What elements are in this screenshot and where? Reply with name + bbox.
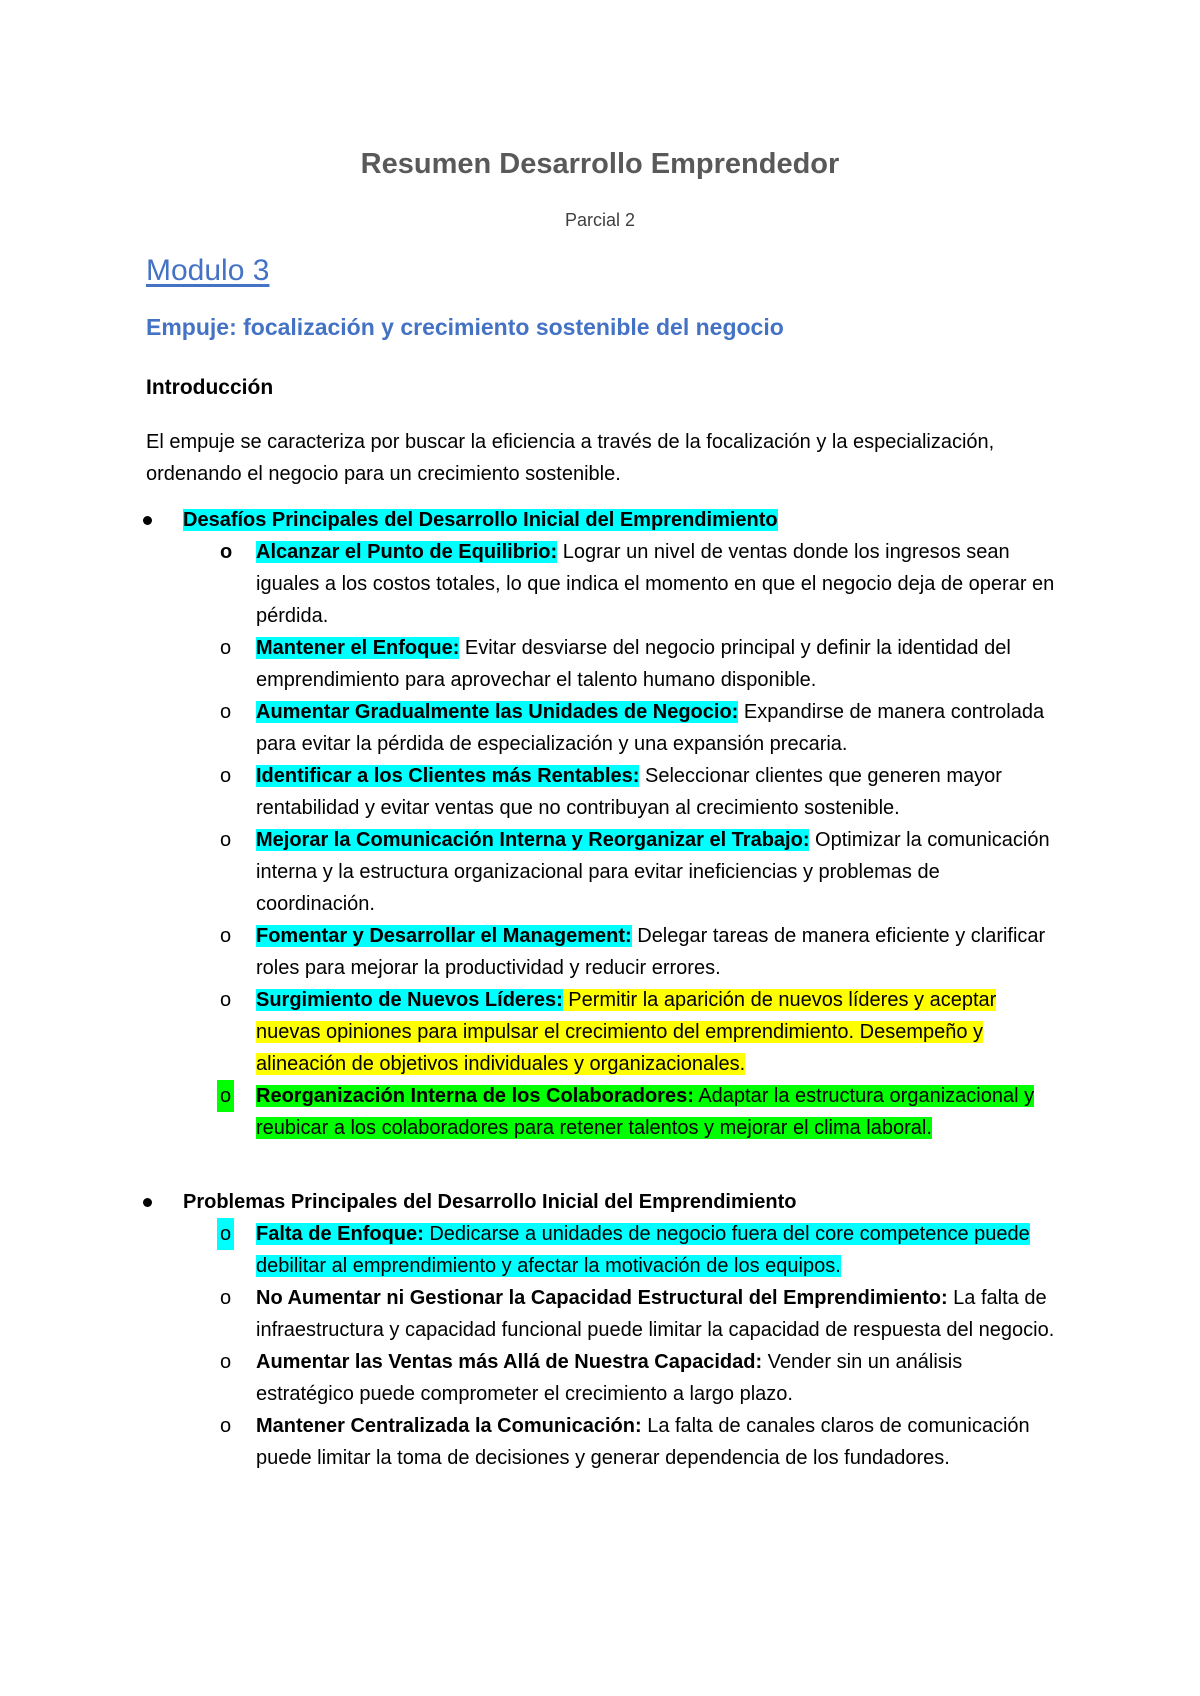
item-term: Reorganización Interna de los Colaboradores: [256, 1085, 694, 1107]
intro-paragraph: El empuje se caracteriza por buscar la eficiencia a través de la focalización y la especialización, ordenando el negocio para un crecimiento sostenible. [146, 431, 995, 485]
item-description: Seleccionar clientes que generen mayor rentabilidad y evitar ventas que no contribuyan al crecimiento sostenible. [256, 765, 1002, 819]
circle-bullet-icon: o [220, 829, 232, 851]
circle-bullet-icon: o [220, 1351, 232, 1373]
list-item [220, 1410, 1064, 1474]
list-item [220, 1218, 1064, 1282]
item-term: Aumentar las Ventas más Allá de Nuestra Capacidad: [256, 1351, 763, 1373]
item-description: Optimizar la comunicación interna y la estructura organizacional para evitar ineficiencias y problemas de coordinación. [256, 829, 1050, 915]
circle-bullet-icon: o [220, 1287, 232, 1309]
item-term: Mejorar la Comunicación Interna y Reorganizar el Trabajo: [256, 829, 810, 851]
item-description: Lograr un nivel de ventas donde los ingresos sean iguales a los costos totales, lo que indica el momento en que el negocio deja de operar en pérdida. [256, 541, 1055, 627]
circle-bullet-icon: o [217, 1218, 234, 1250]
circle-bullet-icon: o [220, 701, 232, 723]
list-item [220, 760, 1064, 824]
challenges-list [0, 504, 1200, 1144]
list-item [220, 1346, 1064, 1410]
document-title: Resumen Desarrollo Emprendedor [360, 148, 840, 180]
circle-bullet-icon: o [217, 1080, 234, 1112]
item-term: Mantener Centralizada la Comunicación: [256, 1415, 642, 1437]
item-term: Fomentar y Desarrollar el Management: [256, 925, 632, 947]
bullet-icon [143, 516, 152, 525]
intro-heading: Introducción [146, 376, 274, 399]
list-item [220, 1080, 1064, 1144]
list-item [220, 536, 1064, 632]
circle-bullet-icon: o [220, 925, 232, 947]
item-term: Mantener el Enfoque: [256, 637, 460, 659]
section-heading: Empuje: focalización y crecimiento sostenible del negocio [146, 314, 784, 340]
item-term: No Aumentar ni Gestionar la Capacidad Estructural del Emprendimiento: [256, 1287, 948, 1309]
problems-list [0, 1186, 1200, 1474]
list-item [220, 696, 1064, 760]
challenges-heading-item [183, 504, 1200, 536]
item-description: Permitir la aparición de nuevos líderes y aceptar nuevas opiniones para impulsar el crecimiento del emprendimiento. Desempeño y alineación de objetivos individuales y organizacionales. [256, 989, 997, 1075]
item-term: Identificar a los Clientes más Rentables: [256, 765, 640, 787]
item-description: Expandirse de manera controlada para evitar la pérdida de especialización y una expansión precaria. [256, 701, 1045, 755]
item-term: Aumentar Gradualmente las Unidades de Negocio: [256, 701, 739, 723]
item-description: Vender sin un análisis estratégico puede comprometer el crecimiento a largo plazo. [256, 1351, 963, 1405]
item-description: Evitar desviarse del negocio principal y definir la identidad del emprendimiento para aprovechar el talento humano disponible. [256, 637, 1011, 691]
item-description: Adaptar la estructura organizacional y reubicar a los colaboradores para retener talentos y mejorar el clima laboral. [256, 1085, 1035, 1139]
bullet-icon [143, 1198, 152, 1207]
circle-bullet-icon: o [220, 989, 232, 1011]
list-item [220, 632, 1064, 696]
circle-bullet-icon: o [220, 637, 232, 659]
problems-heading-item [183, 1186, 1200, 1218]
item-term: Surgimiento de Nuevos Líderes: [256, 989, 563, 1011]
item-term: Alcanzar el Punto de Equilibrio: [256, 541, 558, 563]
item-description: Delegar tareas de manera eficiente y clarificar roles para mejorar la productividad y reducir errores. [256, 925, 1046, 979]
list-item [220, 1282, 1064, 1346]
module-heading: Modulo 3 [146, 254, 270, 287]
item-description: La falta de canales claros de comunicación puede limitar la toma de decisiones y generar dependencia de los fundadores. [256, 1415, 1030, 1469]
circle-bullet-icon: o [220, 765, 232, 787]
problems-heading: Problemas Principales del Desarrollo Inicial del Emprendimiento [183, 1191, 797, 1213]
circle-bullet-icon: o [220, 1415, 232, 1437]
list-item [220, 920, 1064, 984]
circle-bullet-icon: o [220, 541, 233, 563]
item-description: La falta de infraestructura y capacidad funcional puede limitar la capacidad de respuesta del negocio. [256, 1287, 1055, 1341]
item-term: Falta de Enfoque: [256, 1223, 424, 1245]
document-subtitle: Parcial 2 [564, 210, 636, 230]
list-item [220, 824, 1064, 920]
item-description: Dedicarse a unidades de negocio fuera del core competence puede debilitar al emprendimiento y afectar la motivación de los equipos. [256, 1223, 1030, 1277]
list-item [220, 984, 1064, 1080]
challenges-heading: Desafíos Principales del Desarrollo Inicial del Emprendimiento [183, 509, 778, 531]
